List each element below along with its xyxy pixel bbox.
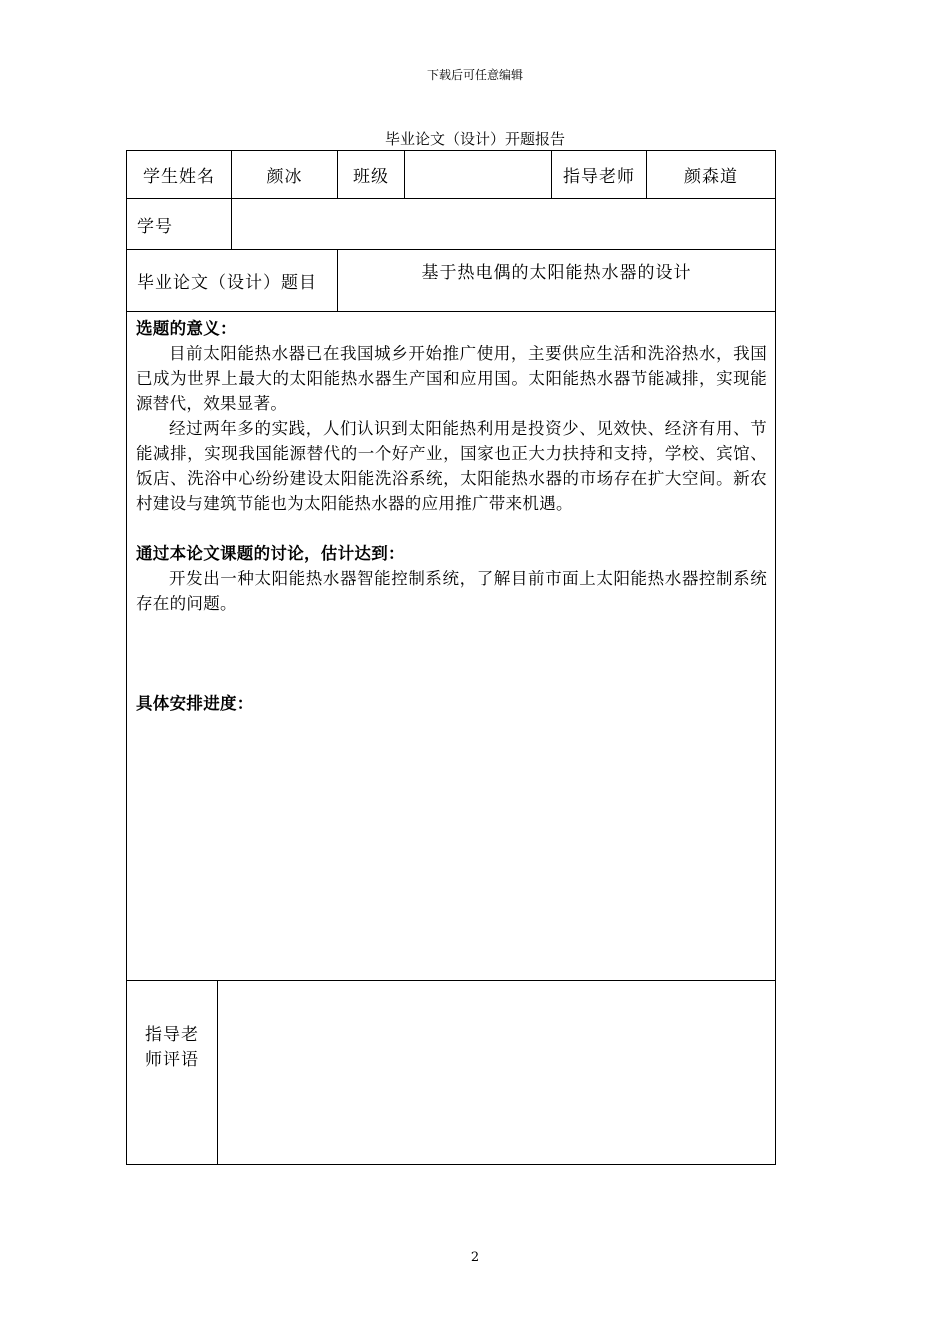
document-title: 毕业论文（设计）开题报告	[384, 130, 565, 148]
advisor-value-cell	[646, 150, 776, 199]
advisor-label: 指导老师	[563, 167, 635, 187]
goal-paragraph: 开发出一种太阳能热水器智能控制系统，了解目前市面上太阳能热水器控制系统存在的问题。	[136, 569, 767, 613]
advisor-label-cell	[551, 150, 647, 199]
proposal-body-cell	[126, 311, 776, 981]
topic-value: 基于热电偶的太阳能热水器的设计	[421, 263, 692, 283]
student-name-label: 学生姓名	[143, 167, 215, 187]
advisor-comment-label-cell	[126, 980, 218, 1165]
topic-value-cell	[337, 249, 776, 312]
student-name-value-cell	[231, 150, 338, 199]
student-id-value-cell	[231, 198, 776, 250]
significance-paragraph-2: 经过两年多的实践，人们认识到太阳能热利用是投资少、见效快、经济有用、节能减排，实现我国能源替代的一个好产业，国家也正大力扶持和支持，学校、宾馆、饭店、洗浴中心纷纷建设太阳能洗浴系统，太阳能热水器的市场存在扩大空间。新农村建设与建筑节能也为太阳能热水器的应用推广带来机遇。	[136, 419, 767, 513]
class-value-cell	[404, 150, 552, 199]
significance-heading: 选题的意义：	[136, 319, 237, 338]
schedule-heading: 具体安排进度：	[136, 694, 254, 713]
class-label: 班级	[353, 167, 389, 187]
student-name-label-cell	[126, 150, 232, 199]
topic-label: 毕业论文（设计）题目	[137, 273, 317, 293]
student-id-label-cell	[126, 198, 232, 250]
advisor-comment-value-cell	[217, 980, 776, 1165]
topic-label-cell	[126, 249, 338, 312]
student-id-label: 学号	[137, 216, 173, 237]
page-number: 2	[470, 1250, 480, 1265]
goal-heading: 通过本论文课题的讨论，估计达到：	[136, 544, 405, 563]
student-name-value: 颜冰	[266, 167, 303, 187]
header-note: 下载后可任意编辑	[426, 68, 523, 82]
class-label-cell	[337, 150, 405, 199]
advisor-comment-label-line1: 指导老	[145, 1025, 199, 1045]
advisor-comment-label-line2: 师评语	[145, 1050, 199, 1070]
significance-paragraph-1: 目前太阳能热水器已在我国城乡开始推广使用，主要供应生活和洗浴热水，我国已成为世界上最大的太阳能热水器生产国和应用国。太阳能热水器节能减排，实现能源替代，效果显著。	[136, 344, 767, 413]
advisor-value: 颜森道	[684, 167, 738, 187]
